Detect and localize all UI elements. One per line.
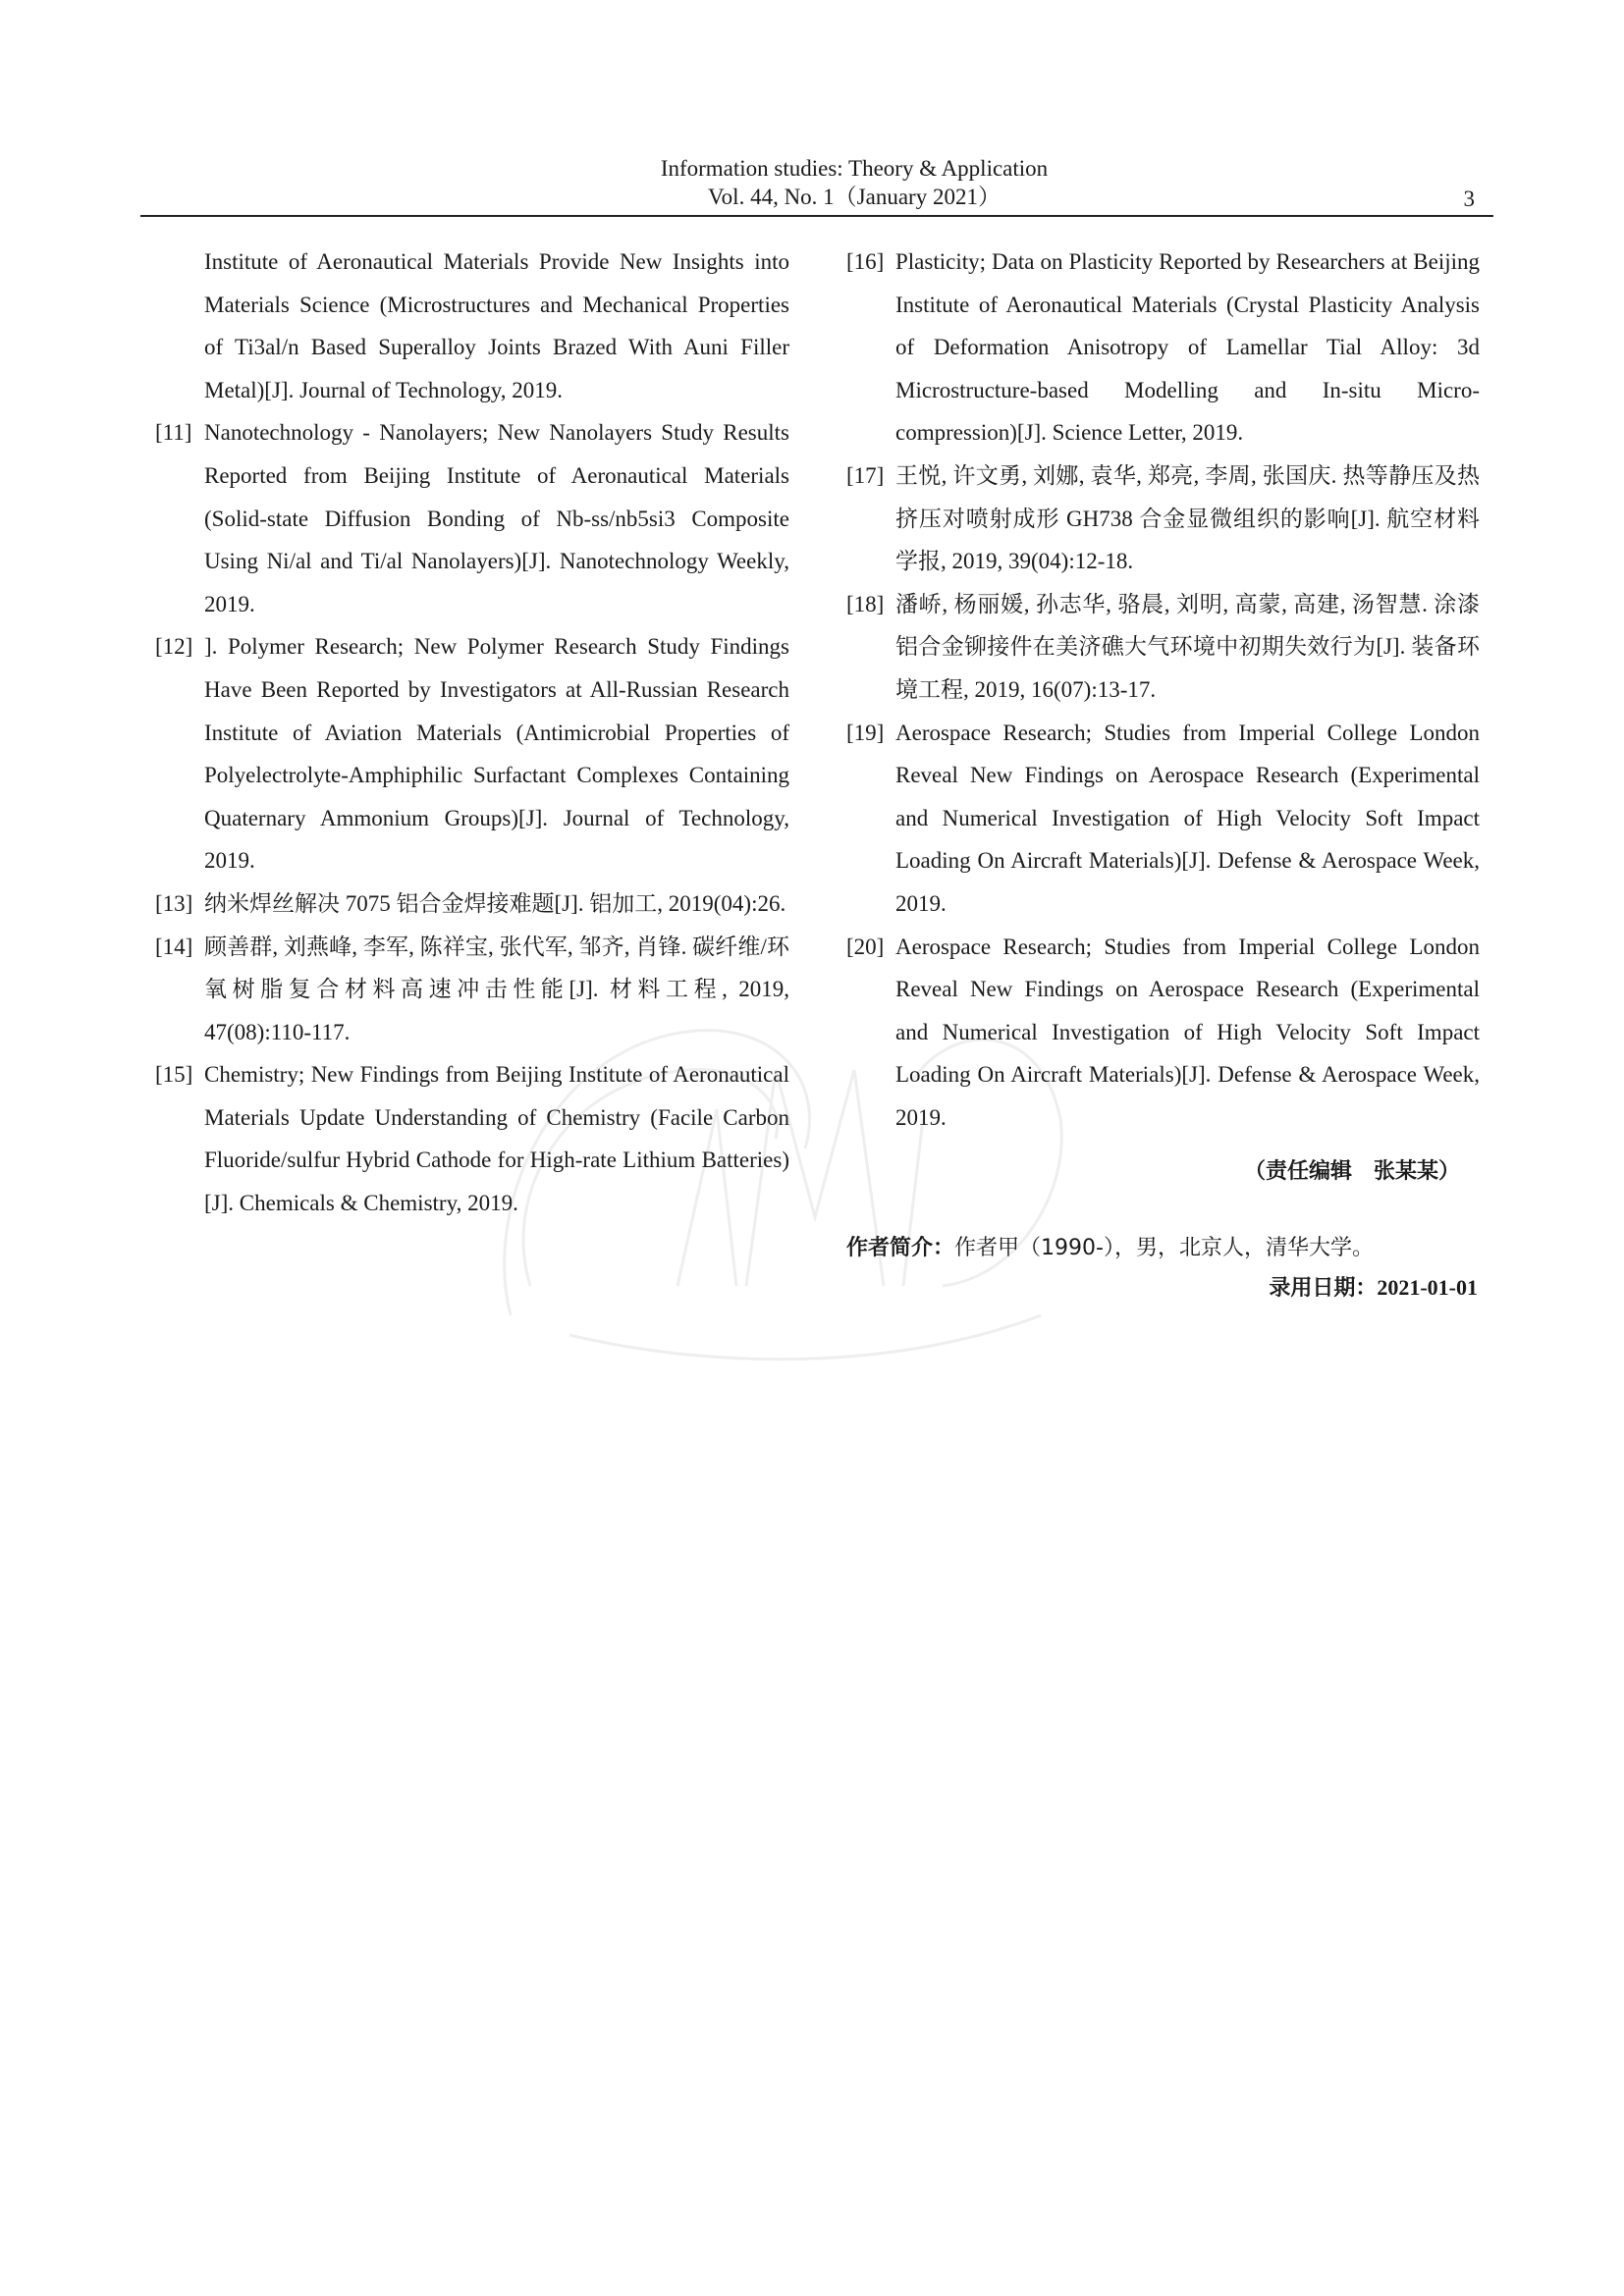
left-column: [155, 240, 789, 1225]
reference-item: [846, 240, 1480, 454]
reference-number: [11]: [155, 420, 192, 446]
reference-number: [17]: [846, 462, 885, 488]
reference-item: [155, 411, 789, 625]
reference-text: Institute of Aeronautical Materials Provide New Insights into Materials Science (Microstructures and Mechanical Properties of Ti3al/n Based Superalloy Joints Brazed With Auni Filler Metal)[J]. Journal of Technology, 2019.: [204, 249, 789, 402]
reference-number: [14]: [155, 934, 193, 959]
reference-text: Nanotechnology - Nanolayers; New Nanolayers Study Results Reported from Beijing Institute of Aeronautical Materials (Solid-state Diffusion Bonding of Nb-ss/nb5si3 Composite Using Ni/al and Ti/al Nanolayers)[J]. Nanotechnology Weekly, 2019.: [204, 420, 789, 616]
reference-number: [13]: [155, 890, 193, 916]
reference-item: [846, 454, 1480, 583]
reference-item: [155, 882, 789, 926]
author-bio-label: 作者简介：: [846, 1236, 955, 1261]
reference-number: [20]: [846, 934, 885, 959]
reference-text: Chemistry; New Findings from Beijing Institute of Aeronautical Materials Update Understanding of Chemistry (Facile Carbon Fluoride/sulfur Hybrid Cathode for High-rate Lithium Batteries)[J]. Chemicals & Chemistry, 2019.: [204, 1062, 789, 1216]
reference-item: [846, 583, 1480, 712]
issue-info: Vol. 44, No. 1（January 2021）: [708, 185, 1001, 209]
reference-number: [16]: [846, 249, 885, 274]
reference-text: 王悦, 许文勇, 刘娜, 袁华, 郑亮, 李周, 张国庆. 热等静压及热挤压对喷射成形 GH738 合金显微组织的影响[J]. 航空材料学报, 2019, 39(04):12-18.: [895, 462, 1480, 574]
right-column: [846, 240, 1480, 1308]
journal-title: Information studies: Theory & Application: [660, 156, 1049, 181]
page-number: 3: [1463, 187, 1475, 211]
reference-number: [15]: [155, 1062, 193, 1088]
reference-item: [155, 926, 789, 1054]
reference-text: Plasticity; Data on Plasticity Reported by Researchers at Beijing Institute of Aeronautical Materials (Crystal Plasticity Analysis of Deformation Anisotropy of Lamellar Tial Alloy: 3d Microstructure-based Modelling and In-situ Micro-compression)[J]. Science Letter, 2019.: [895, 249, 1480, 446]
reference-item: [846, 926, 1480, 1140]
header-rule: [140, 215, 1493, 217]
reference-text: 潘峤, 杨丽媛, 孙志华, 骆晨, 刘明, 高蒙, 高建, 汤智慧. 涂漆铝合金铆接件在美济礁大气环境中初期失效行为[J]. 装备环境工程, 2019, 16(07):13-17.: [895, 591, 1480, 702]
reference-continuation: [155, 240, 789, 411]
reference-number: [12]: [155, 634, 193, 660]
accepted-date-value: 2021-01-01: [1377, 1275, 1478, 1301]
reference-text: 顾善群, 刘燕峰, 李军, 陈祥宝, 张代军, 邹齐, 肖锋. 碳纤维/环氧树脂复合材料高速冲击性能[J]. 材料工程, 2019, 47(08):110-117.: [204, 934, 789, 1044]
reference-text: 纳米焊丝解决 7075 铝合金焊接难题[J]. 铝加工, 2019(04):26.: [204, 890, 786, 916]
reference-number: [19]: [846, 720, 885, 745]
accepted-date-label: 录用日期：: [1269, 1276, 1378, 1302]
reference-text: ]. Polymer Research; New Polymer Research Study Findings Have Been Reported by Investigators at All-Russian Research Institute of Aviation Materials (Antimicrobial Properties of Polyelectrolyte-Amphiphilic Surfactant Complexes Containing Quaternary Ammonium Groups)[J]. Journal of Technology, 2019.: [204, 634, 789, 874]
accepted-date: [846, 1268, 1480, 1308]
reference-text: Aerospace Research; Studies from Imperial College London Reveal New Findings on Aerospace Research (Experimental and Numerical Investigation of High Velocity Soft Impact Loading On Aircraft Materials)[J]. Defense & Aerospace Week, 2019.: [895, 720, 1480, 916]
author-bio-text: 作者甲（1990-），男，北京人，清华大学。: [954, 1236, 1374, 1261]
responsible-editor: （责任编辑 张某某）: [1243, 1159, 1460, 1185]
reference-number: [18]: [846, 591, 885, 616]
author-bio: [846, 1229, 1480, 1268]
reference-text: Aerospace Research; Studies from Imperial College London Reveal New Findings on Aerospace Research (Experimental and Numerical Investigation of High Velocity Soft Impact Loading On Aircraft Materials)[J]. Defense & Aerospace Week, 2019.: [895, 934, 1480, 1130]
reference-item: [155, 1053, 789, 1224]
reference-item: [846, 712, 1480, 926]
reference-item: [155, 625, 789, 882]
